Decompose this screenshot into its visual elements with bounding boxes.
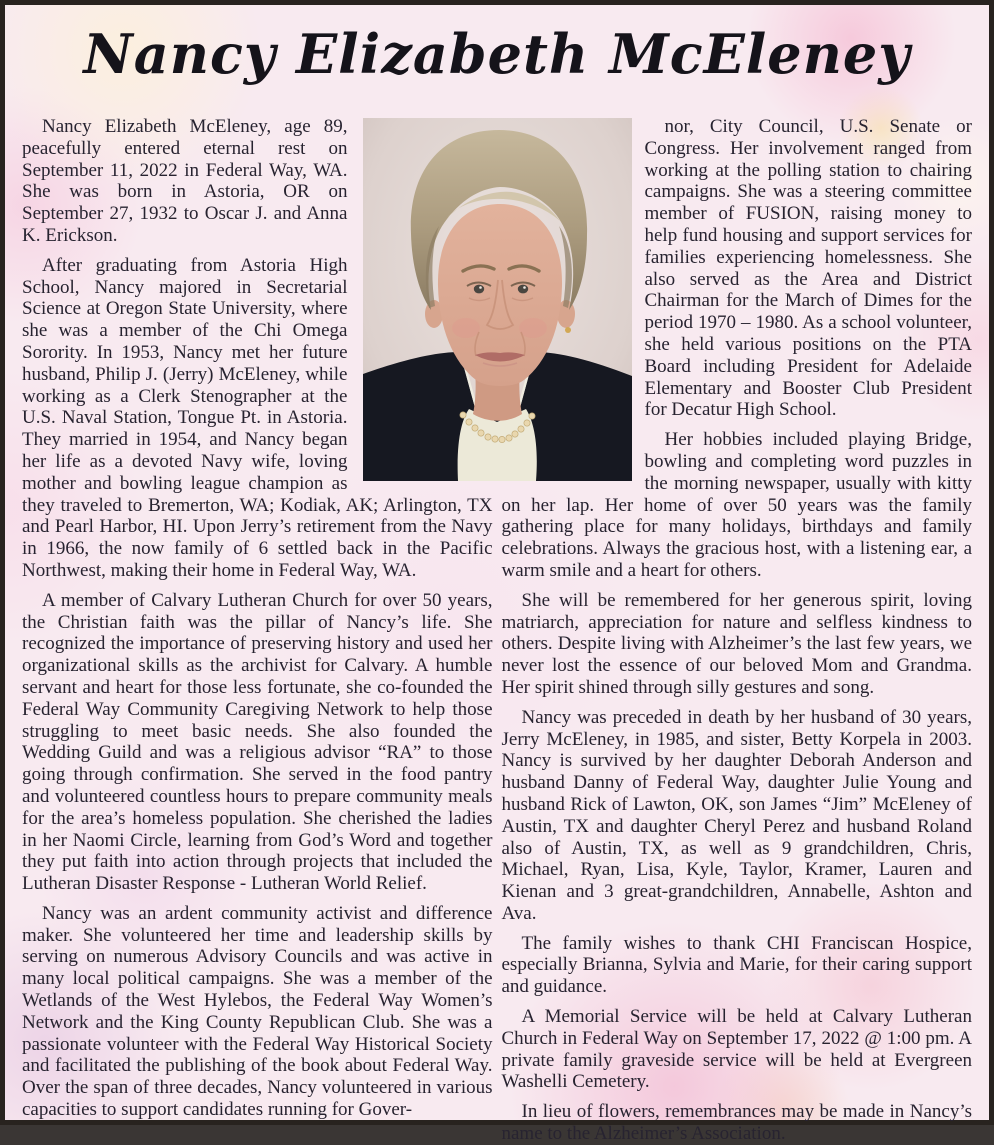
- cheek-blush: [452, 318, 480, 338]
- body-paragraph: Nancy was preceded in death by her husband of 30 years, Jerry McEleney, in 1985, and sister, Betty Korpela in 2003. Nancy is survived by her daughter Deborah Anderson and husband Danny of Federal Way, daughter Julie Young and husband Rick of Lawton, OK, son James “Jim” McEleney of Austin, TX and daughter Cheryl Perez and husband Roland also of Austin, TX, as well as 9 grandchildren, Chris, Michael, Ryan, Lisa, Kyle, Taylor, Kramer, Lauren and Kienan and 3 great-grandchildren, Annabelle, Ashton and Ava.: [501, 706, 972, 924]
- body-paragraph: In lieu of flowers, remembrances may be made in Nancy’s name to the Alzheimer’s Association.: [501, 1101, 972, 1145]
- portrait-photo: [363, 118, 632, 481]
- body-paragraph: After graduating from Astoria High School, Nancy majored in Secretarial Science at Oregon State University, where she was a member of the Chi Omega Sorority. In 1953, Nancy met her future husband, Philip J. (Jerry) McEleney, while working as a Clerk Stenographer at the U.S. Naval Station, Tongue Pt. in Astoria. They married in 1954, and Nancy began her life as a devoted Navy wife, loving mother and bowling league champion as they traveled to Bremerton, WA; Kodiak, AK; Arlington, TX and Pearl Harbor, HI. Upon Jerry’s retirement from the Navy in 1966, the now family of 6 settled back in the Pacific Northwest, making their home in Federal Way, WA.: [22, 254, 493, 581]
- article-body: [22, 116, 972, 1145]
- page-title: Nancy Elizabeth McEleney: [83, 22, 911, 86]
- eye: [474, 285, 484, 294]
- portrait-illustration: [363, 118, 632, 481]
- body-paragraph: Nancy was an ardent community activist and difference maker. She volunteered her time and leadership skills by serving on numerous Advisory Councils and was active in many local political campaigns. She was a member of the Wetlands of the West Hylebos, the Federal Way Women’s Network and the King County Republican Club. She was a passionate volunteer with the Federal Way Historical Society and facilitated the publishing of the book about Federal Way. Over the span of three decades, Nancy volunteered in various capacities to support candidates running for Gover-: [22, 902, 493, 1121]
- eye-highlight: [523, 286, 526, 289]
- eye: [518, 285, 528, 294]
- body-paragraph: A Memorial Service will be held at Calvary Lutheran Church in Federal Way on September 17, 2022 @ 1:00 pm. A private family graveside service will be held at Evergreen Washelli Cemetery.: [501, 1006, 972, 1093]
- body-paragraph: She will be remembered for her generous spirit, loving matriarch, appreciation for nature and selfless kindness to others. Despite living with Alzheimer’s the last few years, we never lost the essence of our beloved Mom and Grandma. Her spirit shined through silly gestures and song.: [501, 589, 972, 698]
- earring: [565, 327, 571, 333]
- body-paragraph: The family wishes to thank CHI Franciscan Hospice, especially Brianna, Sylvia and Marie, for their caring support and guidance.: [501, 932, 972, 998]
- body-paragraph: A member of Calvary Lutheran Church for over 50 years, the Christian faith was the pillar of Nancy’s life. She recognized the importance of preserving history and used her organizational skills as the archivist for Calvary. A humble servant and heart for those less fortunate, she co-founded the Federal Way Community Caregiving Network to help those struggling to meet basic needs. She also founded the Wedding Guild and was a religious advisor “RA” to those going through confirmation. She served in the food pantry and volunteered countless hours to prepare community meals for the area’s homeless population. She cherished the ladies in her Naomi Circle, learning from God’s Word and together they put faith into action through projects that included the Lutheran Disaster Response - Lutheran World Relief.: [22, 589, 493, 895]
- body-paragraph: nor, City Council, U.S. Senate or Congress. Her involvement ranged from working at the polling station to chairing campaigns. She was a steering committee member of FUSION, raising money to help fund housing and support services for families experiencing homelessness. She also served as the Area and District Chairman for the March of Dimes for the period 1970 – 1980. As a school volunteer, she held various positions on the PTA Board including President for Adelaide Elementary and Booster Club President for Decatur High School.: [644, 116, 972, 421]
- body-paragraph: Nancy Elizabeth McEleney, age 89, peacefully entered eternal rest on September 11, 2022 in Federal Way, WA. She was born in Astoria, OR on September 27, 1932 to Oscar J. and Anna K. Erickson.: [22, 116, 348, 246]
- cheek-blush: [519, 318, 547, 338]
- eye-highlight: [479, 286, 482, 289]
- body-paragraph: Her hobbies included playing Bridge, bowling and completing word puzzles in the morning newspaper, usually with kitty on her lap. Her home of over 50 years was the family gathering place for many holidays, birthdays and family celebrations. Always the gracious host, with a listening ear, a warm smile and a heart for others.: [501, 429, 972, 581]
